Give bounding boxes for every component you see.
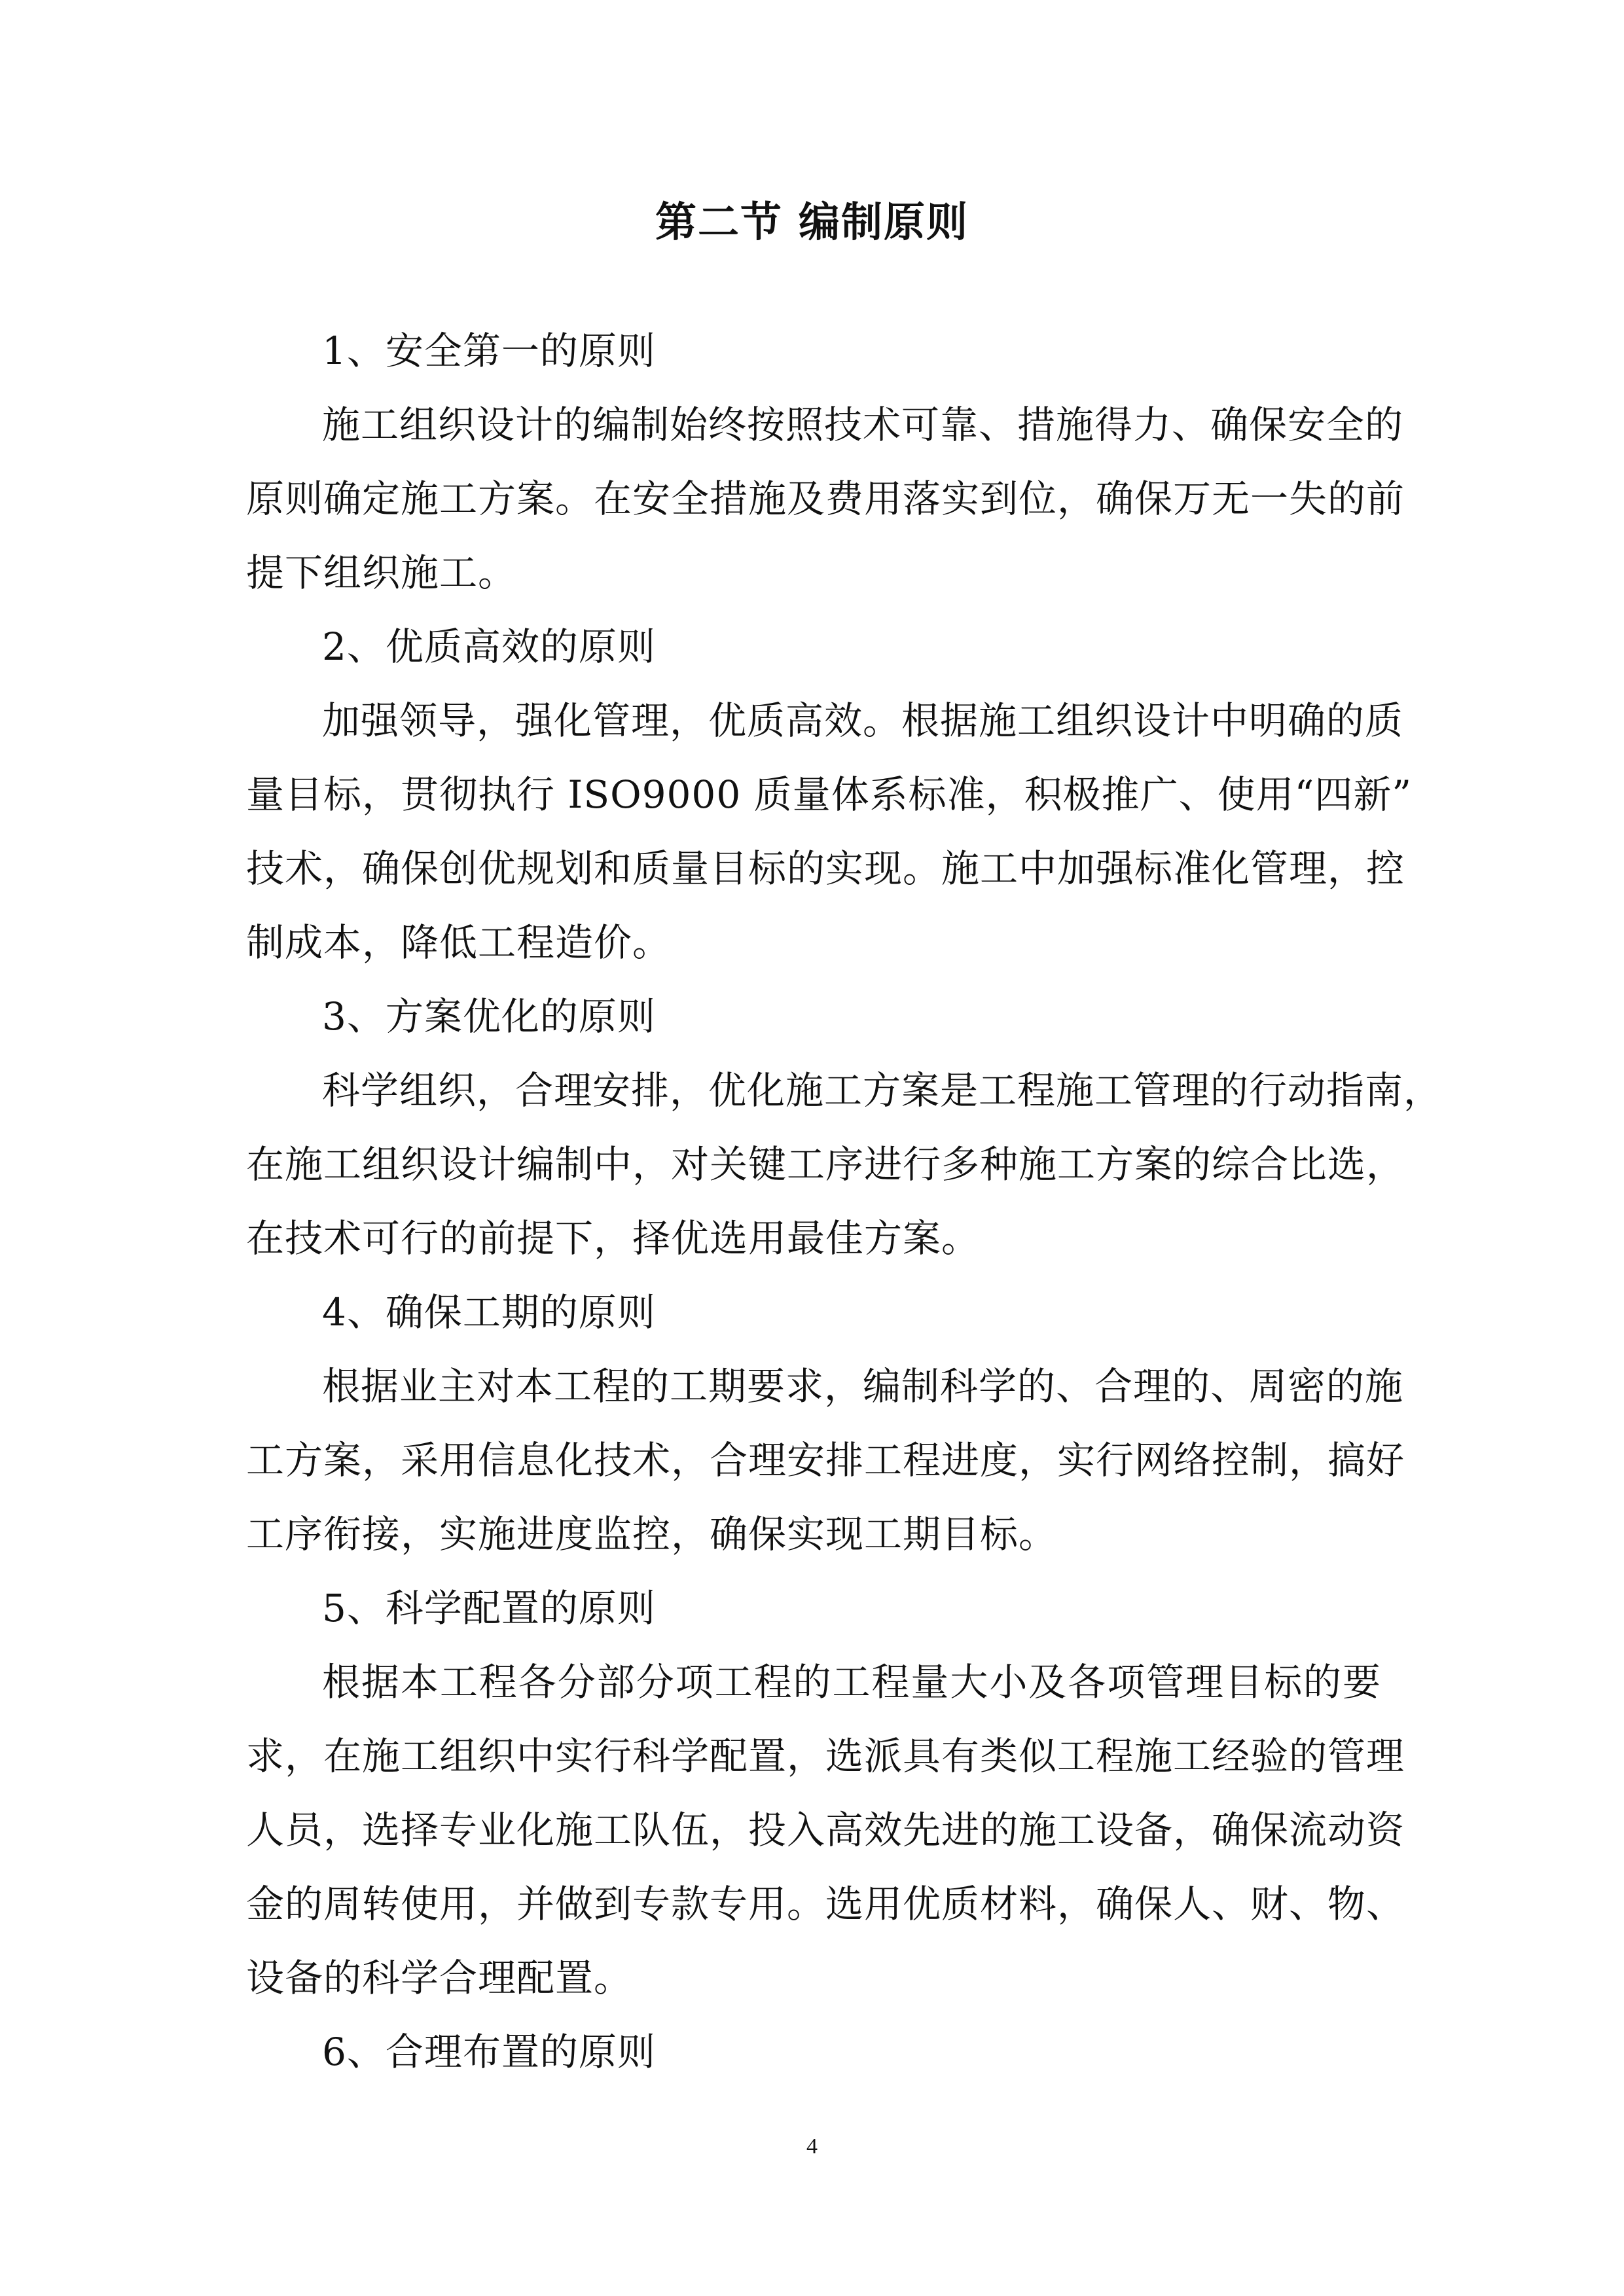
paragraph-line: 科学组织，合理安排，优化施工方案是工程施工管理的行动指南， [322,1068,1443,1113]
paragraph-line: 金的周转使用，并做到专款专用。选用优质材料，确保人、财、物、 [246,1882,1405,1926]
heading-scientific-allocation: 5、科学配置的原则 [322,1586,656,1630]
paragraph-line: 设备的科学合理配置。 [246,1956,633,2000]
section-title: 第二节 编制原则 [655,198,969,246]
paragraph-line: 工序衔接，实施进度监控，确保实现工期目标。 [246,1512,1058,1556]
paragraph-line: 根据业主对本工程的工期要求，编制科学的、合理的、周密的施 [322,1364,1404,1408]
paragraph-line: 求，在施工组织中实行科学配置，选派具有类似工程施工经验的管理 [246,1734,1405,1778]
paragraph-line: 施工组织设计的编制始终按照技术可靠、措施得力、确保安全的 [322,403,1404,447]
heading-plan-optimization: 3、方案优化的原则 [322,994,656,1039]
paragraph-line: 提下组织施工。 [246,550,517,595]
paragraph-line: 技术，确保创优规划和质量目标的实现。施工中加强标准化管理，控 [246,846,1405,891]
paragraph-line: 制成本，降低工程造价。 [246,920,672,965]
heading-quality-efficiency: 2、优质高效的原则 [322,624,656,669]
paragraph-line: 量目标，贯彻执行 ISO9000 质量体系标准，积极推广、使用“四新” [246,772,1412,817]
paragraph-line: 在技术可行的前提下，择优选用最佳方案。 [246,1216,981,1261]
heading-reasonable-layout: 6、合理布置的原则 [322,2030,656,2074]
paragraph-line: 工方案，采用信息化技术，合理安排工程进度，实行网络控制，搞好 [246,1438,1405,1482]
paragraph-line: 根据本工程各分部分项工程的工程量大小及各项管理目标的要 [322,1660,1381,1704]
paragraph-line: 加强领导，强化管理，优质高效。根据施工组织设计中明确的质 [322,698,1404,743]
page-number: 4 [806,2134,818,2159]
body-text [246,314,1443,2089]
paragraph-line: 原则确定施工方案。在安全措施及费用落实到位，确保万无一失的前 [246,476,1405,521]
paragraph-line: 人员，选择专业化施工队伍，投入高效先进的施工设备，确保流动资 [246,1808,1405,1852]
paragraph-line: 在施工组织设计编制中，对关键工序进行多种施工方案的综合比选， [246,1142,1405,1187]
heading-safety-first: 1、安全第一的原则 [322,329,656,373]
heading-schedule-assurance: 4、确保工期的原则 [322,1290,656,1335]
